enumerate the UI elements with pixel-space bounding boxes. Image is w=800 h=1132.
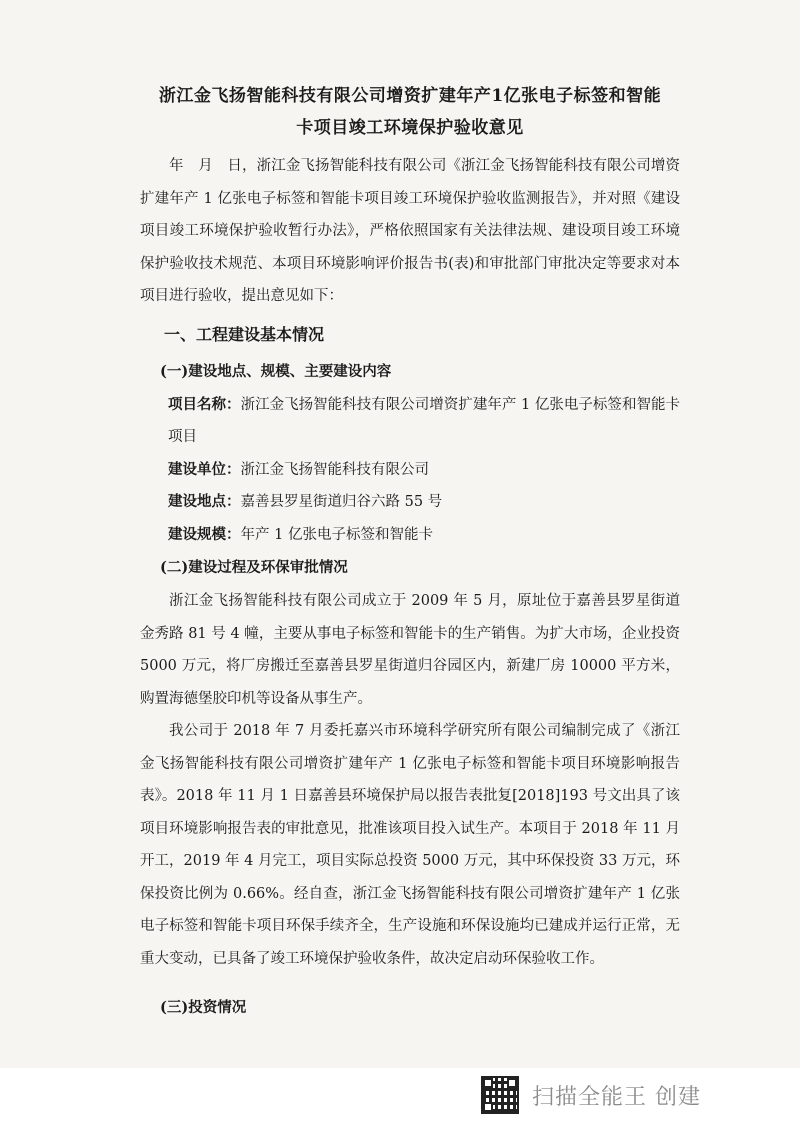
document-title-line1: 浙江金飞扬智能科技有限公司增资扩建年产1亿张电子标签和智能 — [158, 86, 662, 106]
subsection2-heading: (二)建设过程及环保审批情况 — [160, 559, 348, 576]
construction-unit-field — [140, 454, 680, 487]
scanner-watermark: 扫描全能王 创建 — [532, 1085, 701, 1110]
process-paragraph-1: 浙江金飞扬智能科技有限公司成立于 2009 年 5 月，原址位于嘉善县罗星街道金秀路 81 号 4 幢，主要从事电子标签和智能卡的生产销售。为扩大市场，企业投资 5000 万元，将厂房搬迁至嘉善县罗星街道归谷园区内，新建厂房 10000 平方米，购置海德堡胶印机等设备从事生产。 — [140, 593, 680, 707]
project-name-value: 浙江金飞扬智能科技有限公司增资扩建年产 1 亿张电子标签和智能卡项目 — [168, 396, 680, 445]
qr-code-icon — [481, 1076, 519, 1114]
construction-scale-label: 建设规模： — [168, 525, 241, 543]
intro-paragraph: 年 月 日，浙江金飞扬智能科技有限公司《浙江金飞扬智能科技有限公司增资扩建年产 1 亿张电子标签和智能卡项目竣工环境保护验收监测报告》，并对照《建设项目竣工环境保护验收暂行办法》，严格依照国家有关法律法规、建设项目竣工环境保护验收技术规范、本项目环境影响评价报告书(表)和审批部门审批决定等要求对本项目进行验收，提出意见如下： — [140, 158, 680, 304]
document-title-line2: 卡项目竣工环境保护验收意见 — [296, 118, 524, 138]
document-content — [140, 80, 680, 1025]
construction-location-label: 建设地点： — [168, 493, 241, 510]
construction-scale-value: 年产 1 亿张电子标签和智能卡 — [240, 526, 433, 543]
qr-finder-pattern — [483, 1102, 493, 1112]
subsection1-heading: (一)建设地点、规模、主要建设内容 — [160, 362, 392, 380]
paragraph-spacer — [140, 975, 680, 991]
process-paragraph-2: 我公司于 2018 年 7 月委托嘉兴市环境科学研究所有限公司编制完成了《浙江金飞扬智能科技有限公司增资扩建年产 1 亿张电子标签和智能卡项目环境影响报告表》。2018 年 11 月 1 日嘉善县环境保护局以报告表批复[2018]193 号文出具了该项目环境影响报告表的审批意见，批准该项目投入试生产。本项目于 2018 年 11 月开工，2019 年 4 月完工，项目实际总投资 5000 万元，其中环保投资 33 万元，环保投资比例为 0.66%。经自查，浙江金飞扬智能科技有限公司增资扩建年产 1 亿张电子标签和智能卡项目环保手续齐全，生产设施和环保设施均已建成并运行正常，无重大变动，已具备了竣工环境保护验收条件，故决定启动环保验收工作。 — [140, 723, 680, 967]
construction-scale-field — [140, 519, 680, 552]
project-name-field — [140, 389, 680, 454]
construction-unit-label: 建设单位： — [168, 460, 241, 478]
subsection3-heading: (三)投资情况 — [160, 999, 247, 1016]
construction-location-value: 嘉善县罗星街道归谷六路 55 号 — [240, 494, 443, 510]
construction-unit-value: 浙江金飞扬智能科技有限公司 — [240, 461, 429, 478]
scanner-footer — [0, 1068, 800, 1132]
construction-location-field — [140, 486, 680, 519]
project-name-label: 项目名称： — [168, 395, 241, 413]
qr-finder-pattern — [483, 1078, 493, 1088]
qr-finder-pattern — [507, 1078, 517, 1088]
section1-heading: 一、工程建设基本情况 — [164, 324, 325, 344]
